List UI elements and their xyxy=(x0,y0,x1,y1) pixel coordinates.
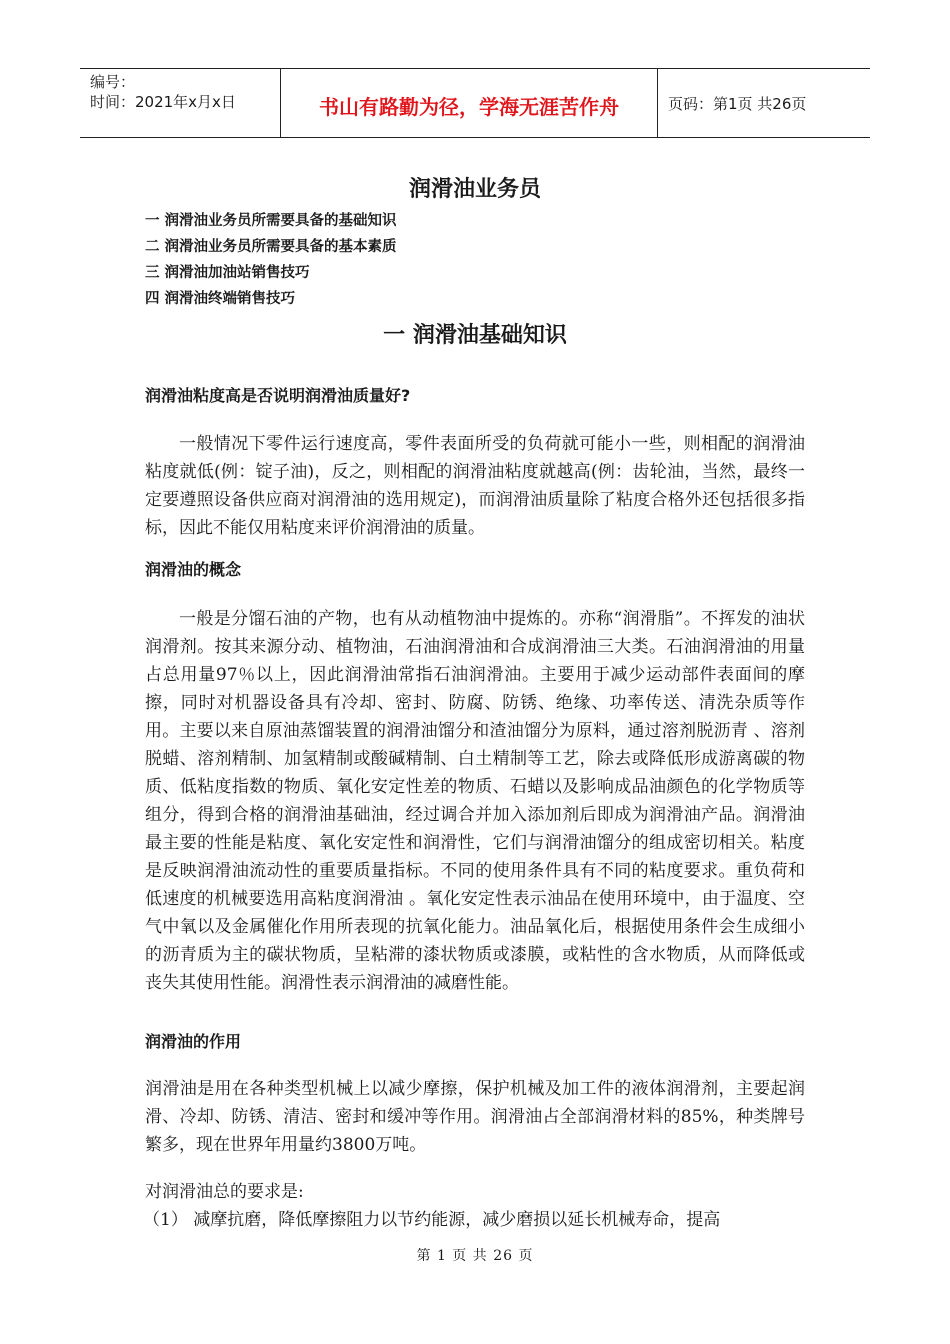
section-title: 一 润滑油基础知识 xyxy=(383,323,567,348)
page-header xyxy=(80,68,870,138)
time-label: 时间：2021年x月x日 xyxy=(90,93,236,111)
function-paragraph: 润滑油是用在各种类型机械上以减少摩擦，保护机械及加工件的液体润滑剂，主要起润滑、冷却、防锈、清洁、密封和缓冲等作用。润滑油占全部润滑材料的85%，种类牌号繁多，现在世界年用量约3800万吨。 xyxy=(145,1079,805,1155)
concept-section xyxy=(145,605,805,997)
concept-paragraph: 一般是分馏石油的产物，也有从动植物油中提炼的。亦称“润滑脂”。不挥发的油状润滑剂。按其来源分动、植物油，石油润滑油和合成润滑油三大类。石油润滑油的用量占总用量97％以上，因此润滑油常指石油润滑油。主要用于减少运动部件表面间的摩擦，同时对机器设备具有冷却、密封、防腐、防锈、绝缘、功率传送、清洗杂质等作用。主要以来自原油蒸馏装置的润滑油馏分和渣油馏分为原料，通过溶剂脱沥青 、溶剂脱蜡、溶剂精制、加氢精制或酸碱精制、白土精制等工艺，除去或降低形成游离碳的物质、低粘度指数的物质、氧化安定性差的物质、石蜡以及影响成品油颜色的化学物质等组分，得到合格的润滑油基础油，经过调合并加入添加剂后即成为润滑油产品。润滑油最主要的性能是粘度、氧化安定性和润滑性，它们与润滑油馏分的组成密切相关。粘度是反映润滑油流动性的重要质量指标。不同的使用条件具有不同的粘度要求。重负荷和低速度的机械要选用高粘度润滑油 。氧化安定性表示油品在使用环境中，由于温度、空气中氧以及金属催化作用所表现的抗氧化能力。油品氧化后，根据使用条件会生成细小的沥青质为主的碳状物质，呈粘滞的漆状物质或漆膜，或粘性的含水物质，从而降低或丧失其使用性能。润滑性表示润滑油的减磨性能。 xyxy=(145,609,805,993)
page-info: 页码：第1页 共26页 xyxy=(668,95,807,113)
q1-section xyxy=(145,430,805,542)
toc-item: 三 润滑油加油站销售技巧 xyxy=(145,265,310,281)
document-title: 润滑油业务员 xyxy=(408,177,541,202)
function-heading xyxy=(145,1028,805,1056)
concept-heading xyxy=(145,556,805,584)
function-title: 润滑油的作用 xyxy=(145,1032,242,1051)
q1-paragraph: 一般情况下零件运行速度高，零件表面所受的负荷就可能小一些，则相配的润滑油粘度就低(例：锭子油)，反之，则相配的润滑油粘度就越高(例：齿轮油，当然，最终一定要遵照设备供应商对润滑油的选用规定)，而润滑油质量除了粘度合格外还包括很多指标，因此不能仅用粘度来评价润滑油的质量。 xyxy=(145,434,805,538)
function-section xyxy=(145,1075,805,1159)
toc-item: 一 润滑油业务员所需要具备的基础知识 xyxy=(145,213,397,229)
q1-heading xyxy=(145,382,805,410)
requirements-intro: 对润滑油总的要求是: xyxy=(145,1182,304,1202)
requirement-item: （1） 减摩抗磨，降低摩擦阻力以节约能源，减少磨损以延长机械寿命，提高 xyxy=(143,1210,721,1230)
requirements xyxy=(145,1178,805,1234)
header-meta-cell xyxy=(80,69,281,137)
toc-item: 四 润滑油终端销售技巧 xyxy=(145,291,296,307)
number-label: 编号： xyxy=(90,73,136,91)
header-motto-cell xyxy=(281,69,658,137)
concept-title: 润滑油的概念 xyxy=(145,560,242,579)
motto: 书山有路勤为径，学海无涯苦作舟 xyxy=(319,95,619,119)
header-page-cell xyxy=(658,69,870,137)
toc-item: 二 润滑油业务员所需要具备的基本素质 xyxy=(145,239,397,255)
page-footer: 第 1 页 共 26 页 xyxy=(416,1248,534,1264)
table-of-contents xyxy=(145,208,397,312)
q1-title: 润滑油粘度高是否说明润滑油质量好? xyxy=(145,386,411,405)
